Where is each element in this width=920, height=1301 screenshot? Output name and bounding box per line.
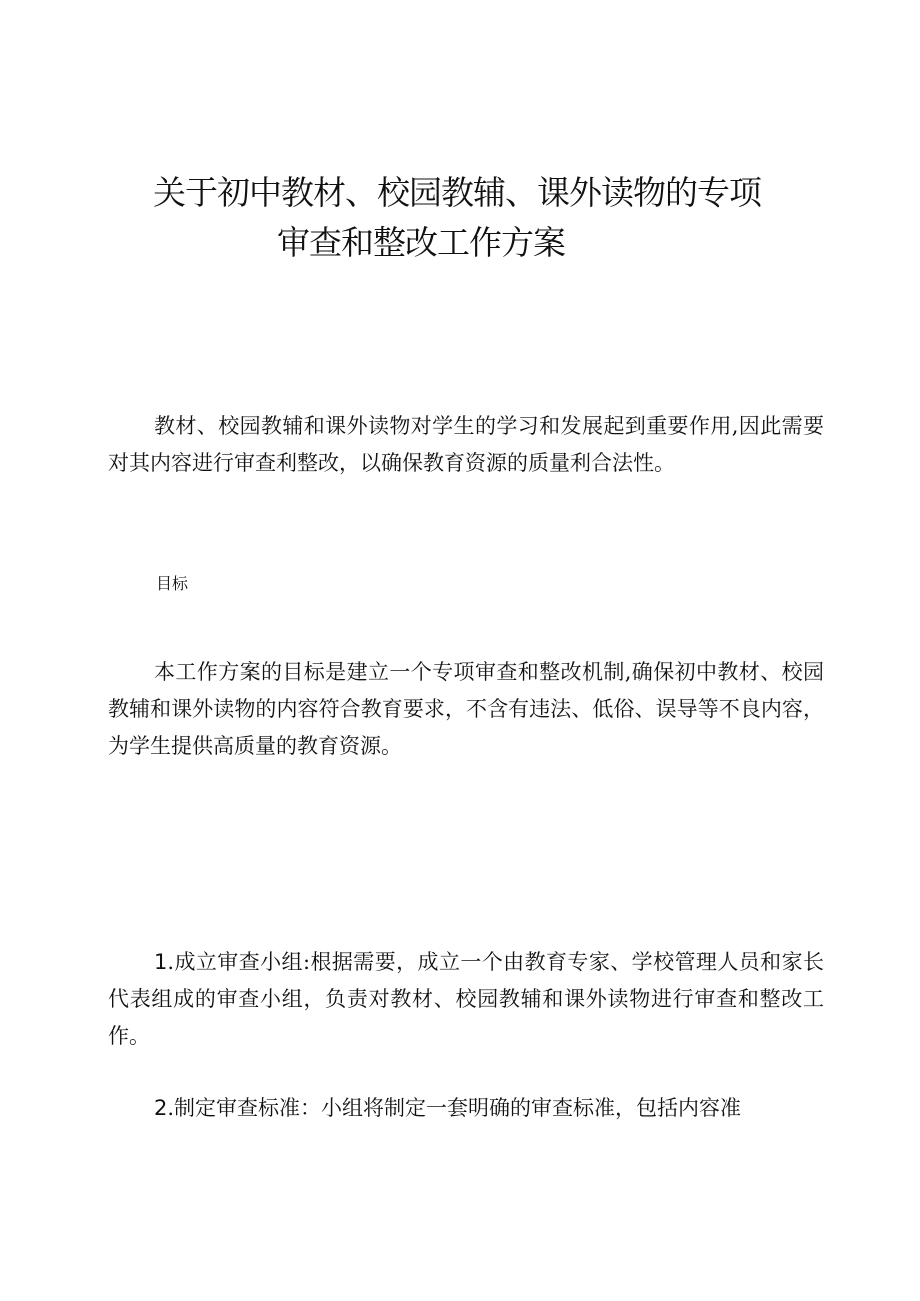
step-text-1: .成立审查小组:根据需要，成立一个由教育专家、学校管理人员和家长代表组成的审查小组，负责对教材、校园教辅和课外读物进行审查和整改工作。 [108,950,824,1048]
title-line-1: 关于初中教材、校园教辅、课外读物的专项 [153,173,761,212]
step-number-1: 1 [154,950,168,974]
goal-heading: 目标 [156,574,189,593]
step-item-2 [108,1090,824,1127]
step-text-2: .制定审查标准：小组将制定一套明确的审查标准，包括内容准 [167,1096,742,1120]
title-line-2: 审查和整改工作方案 [277,223,565,262]
step-number-2: 2 [154,1096,168,1120]
step-item-1 [108,944,824,1055]
goal-paragraph: 本工作方案的目标是建立一个专项审查和整改机制,确保初中教材、校园教辅和课外读物的内容符合教育要求，不含有违法、低俗、误导等不良内容，为学生提供高质量的教育资源。 [108,660,824,758]
intro-paragraph: 教材、校园教辅和课外读物对学生的学习和发展起到重要作用,因此需要对其内容进行审查利整改，以确保教育资源的质量利合法性。 [108,414,824,475]
document-title [0,168,920,268]
